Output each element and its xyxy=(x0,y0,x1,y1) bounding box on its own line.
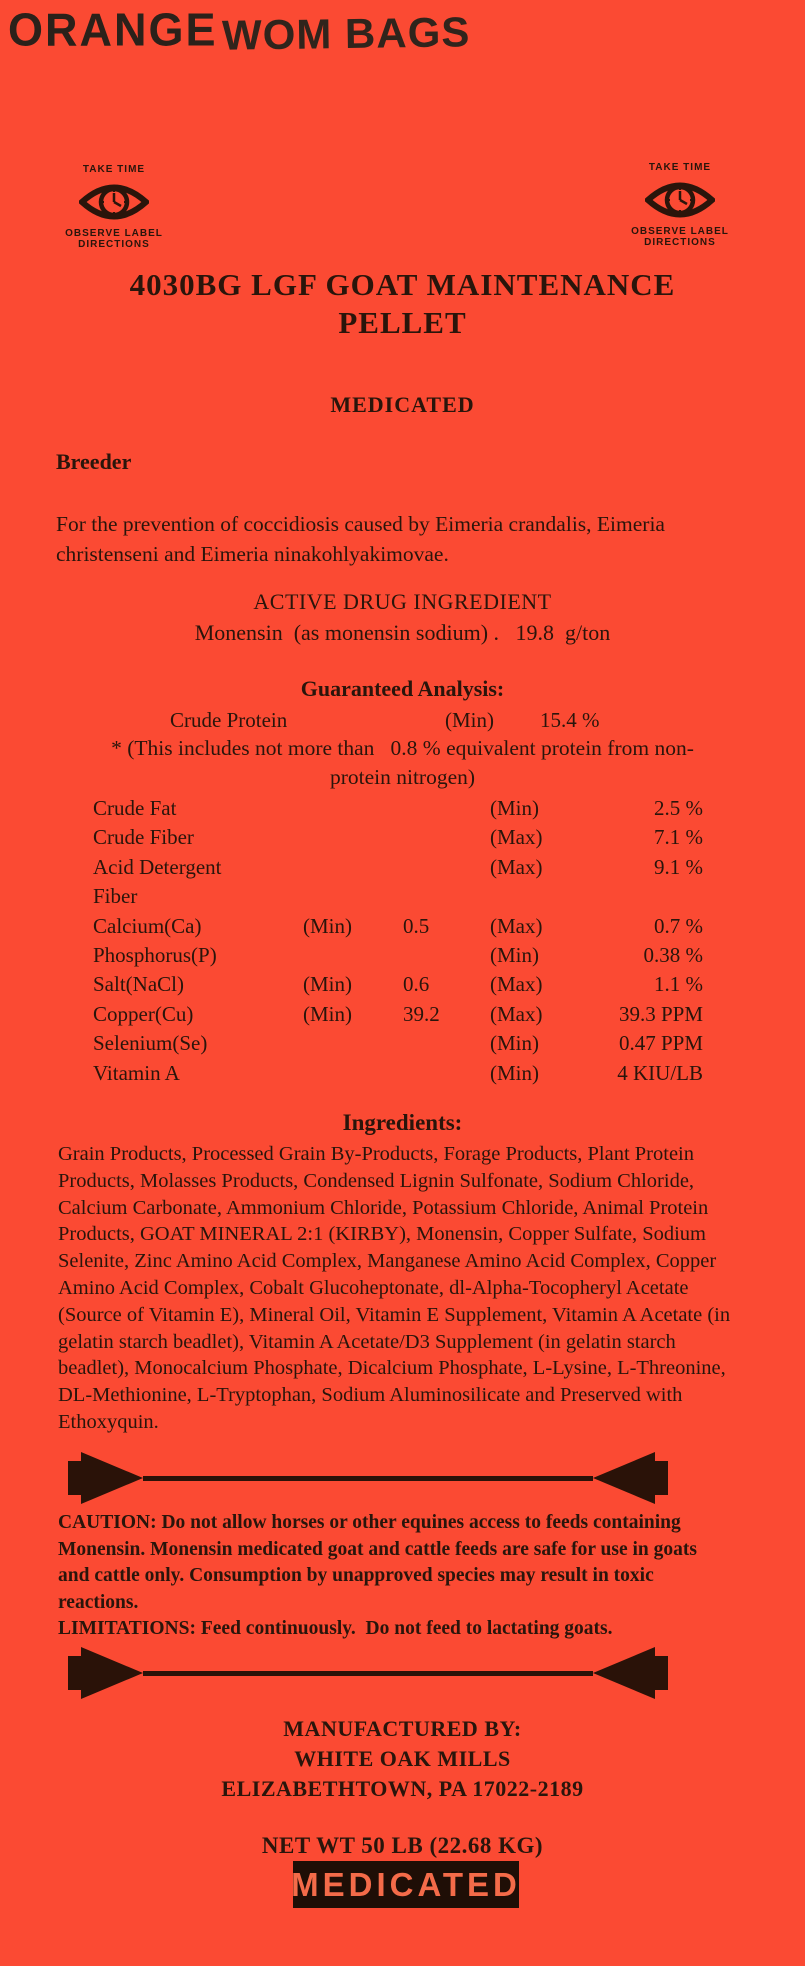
limitations-text: LIMITATIONS: Feed continuously. Do not feed to lactating goats. xyxy=(58,1618,613,1639)
analysis-qualifier: (Min) xyxy=(445,708,494,732)
directions-text: DIRECTIONS xyxy=(644,237,716,248)
directions-text: DIRECTIONS xyxy=(78,239,150,250)
table-row xyxy=(93,972,703,1001)
arrow-tab xyxy=(68,1461,81,1495)
analysis-qualifier: (Max) xyxy=(490,913,543,938)
net-weight-text: NET WT 50 LB (22.68 KG) xyxy=(261,1833,544,1858)
manufacturer-address: ELIZABETHTOWN, PA 17022-2189 xyxy=(221,1776,584,1801)
arrow-tab xyxy=(68,1656,81,1690)
medicated-badge: MEDICATED xyxy=(293,1861,519,1908)
analysis-value: 7.1 % xyxy=(654,825,703,850)
manufacturer-block xyxy=(0,1714,805,1804)
active-drug-line: Monensin (as monensin sodium) . 19.8 g/ton xyxy=(194,620,611,645)
arrow-left-icon xyxy=(593,1452,655,1504)
product-title xyxy=(0,266,805,342)
analysis-value: 2.5 % xyxy=(654,796,703,820)
analysis-value: 9.1 % xyxy=(654,854,703,879)
active-drug-heading: ACTIVE DRUG INGREDIENT xyxy=(253,589,552,614)
analysis-label: Vitamin A xyxy=(93,1060,180,1085)
ingredients-heading: Ingredients: xyxy=(342,1110,463,1135)
table-row xyxy=(93,825,703,854)
divider-line xyxy=(143,1671,593,1676)
analysis-label: Selenium(Se) xyxy=(93,1031,208,1056)
arrow-right-icon xyxy=(81,1647,143,1699)
table-row xyxy=(93,855,703,884)
arrow-right-icon xyxy=(81,1452,143,1504)
take-time-logo-right xyxy=(630,162,730,248)
analysis-label: Crude Fat xyxy=(93,796,177,820)
table-row xyxy=(93,1061,703,1090)
table-row xyxy=(93,1031,703,1060)
analysis-label: Calcium(Ca) xyxy=(93,913,202,938)
analysis-label: Acid Detergent xyxy=(93,854,222,879)
analysis-qualifier: (Min) xyxy=(303,972,352,997)
eye-clock-icon xyxy=(79,178,149,226)
arrow-divider xyxy=(68,1450,668,1506)
caution-text: CAUTION: Do not allow horses or other equines access to feeds containing Monensin. Monensin medicated goat and cattle feeds are safe for use in goats and cattle only. Consumption by unapproved species may result in toxic reactions. xyxy=(58,1512,702,1613)
analysis-value: 0.38 % xyxy=(643,942,703,967)
breeder-label: Breeder xyxy=(56,449,132,474)
analysis-label: Crude Protein xyxy=(170,708,288,732)
analysis-value: 39.2 xyxy=(403,1001,440,1026)
product-title-line1: 4030BG LGF GOAT MAINTENANCE xyxy=(129,267,676,302)
analysis-label: Fiber xyxy=(93,884,138,909)
analysis-qualifier: (Min) xyxy=(490,1031,539,1056)
ingredients-paragraph: Grain Products, Processed Grain By-Products, Forage Products, Plant Protein Products, Molasses Products, Condensed Lignin Sulfonate, Sodium Chloride, Calcium Carbonate, Ammonium Chloride, Potassium Chloride, Animal Protein Products, GOAT MINERAL 2:1 (KIRBY), Monensin, Copper Sulfate, Sodium Selenite, Zinc Amino Acid Complex, Manganese Amino Acid Complex, Copper Amino Acid Complex, Cobalt Glucoheptonate, dl-Alpha-Tocopheryl Acetate (Source of Vitamin E), Mineral Oil, Vitamin E Supplement, Vitamin A Acetate (in gelatin starch beadlet), Vitamin A Acetate/D3 Supplement (in gelatin starch beadlet), Monocalcium Phosphate, Dicalcium Phosphate, L-Lysine, L-Threonine, DL-Methionine, L-Tryptophan, Sodium Aluminosilicate and Preserved with Ethoxyquin. xyxy=(58,1143,731,1433)
analysis-qualifier: (Min) xyxy=(303,913,352,938)
analysis-value: 4 KIU/LB xyxy=(617,1060,703,1085)
observe-label-text: OBSERVE LABEL xyxy=(631,226,729,237)
arrow-divider xyxy=(68,1645,668,1701)
analysis-qualifier: (Max) xyxy=(490,854,543,879)
arrow-tab xyxy=(655,1461,668,1495)
medicated-heading: MEDICATED xyxy=(330,392,475,417)
take-time-logo-left xyxy=(64,164,164,250)
analysis-value: 39.3 PPM xyxy=(618,1001,703,1026)
divider-line xyxy=(143,1476,593,1481)
analysis-value: 0.7 % xyxy=(654,913,703,938)
manufacturer-name: WHITE OAK MILLS xyxy=(294,1746,511,1771)
eye-clock-icon xyxy=(645,176,715,224)
analysis-value: 0.6 xyxy=(403,972,430,997)
brand-wom-bags-text: WOM BAGS xyxy=(221,8,471,59)
table-row-crude-protein xyxy=(93,708,713,737)
observe-label-text: OBSERVE LABEL xyxy=(65,228,163,239)
arrow-tab xyxy=(655,1656,668,1690)
table-row xyxy=(93,884,703,913)
analysis-label: Phosphorus(P) xyxy=(93,942,217,967)
arrow-left-icon xyxy=(593,1647,655,1699)
analysis-value: 1.1 % xyxy=(654,972,703,997)
brand-orange-text: ORANGE xyxy=(8,3,218,56)
analysis-qualifier: (Max) xyxy=(490,1001,543,1026)
guaranteed-analysis-heading: Guaranteed Analysis: xyxy=(300,676,505,701)
caution-block xyxy=(58,1510,726,1643)
analysis-value: 0.5 xyxy=(403,913,430,938)
analysis-value: 15.4 % xyxy=(540,708,600,732)
analysis-qualifier: (Max) xyxy=(490,972,543,997)
analysis-qualifier: (Min) xyxy=(490,1060,539,1085)
take-time-text: TAKE TIME xyxy=(82,164,146,175)
purpose-statement: For the prevention of coccidiosis caused by Eimeria crandalis, Eimeria christenseni and Eimeria ninakohlyakimovae. xyxy=(56,512,665,566)
protein-footnote-line2: protein nitrogen) xyxy=(329,765,476,789)
analysis-value: 0.47 PPM xyxy=(618,1031,703,1056)
analysis-qualifier: (Min) xyxy=(490,796,539,820)
analysis-qualifier: (Min) xyxy=(303,1001,352,1026)
table-row xyxy=(93,943,703,972)
product-title-line2: PELLET xyxy=(338,305,467,340)
table-row xyxy=(93,1002,703,1031)
analysis-qualifier: (Max) xyxy=(490,825,543,850)
table-row xyxy=(93,914,703,943)
take-time-text: TAKE TIME xyxy=(648,162,712,173)
manufactured-by-text: MANUFACTURED BY: xyxy=(283,1716,522,1741)
table-row xyxy=(93,796,703,825)
analysis-label: Salt(NaCl) xyxy=(93,972,184,997)
protein-footnote-line1: * (This includes not more than 0.8 % equivalent protein from non- xyxy=(111,736,694,760)
analysis-qualifier: (Min) xyxy=(490,942,539,967)
analysis-label: Copper(Cu) xyxy=(93,1001,194,1026)
analysis-label: Crude Fiber xyxy=(93,825,194,850)
guaranteed-analysis-table xyxy=(93,796,703,1090)
